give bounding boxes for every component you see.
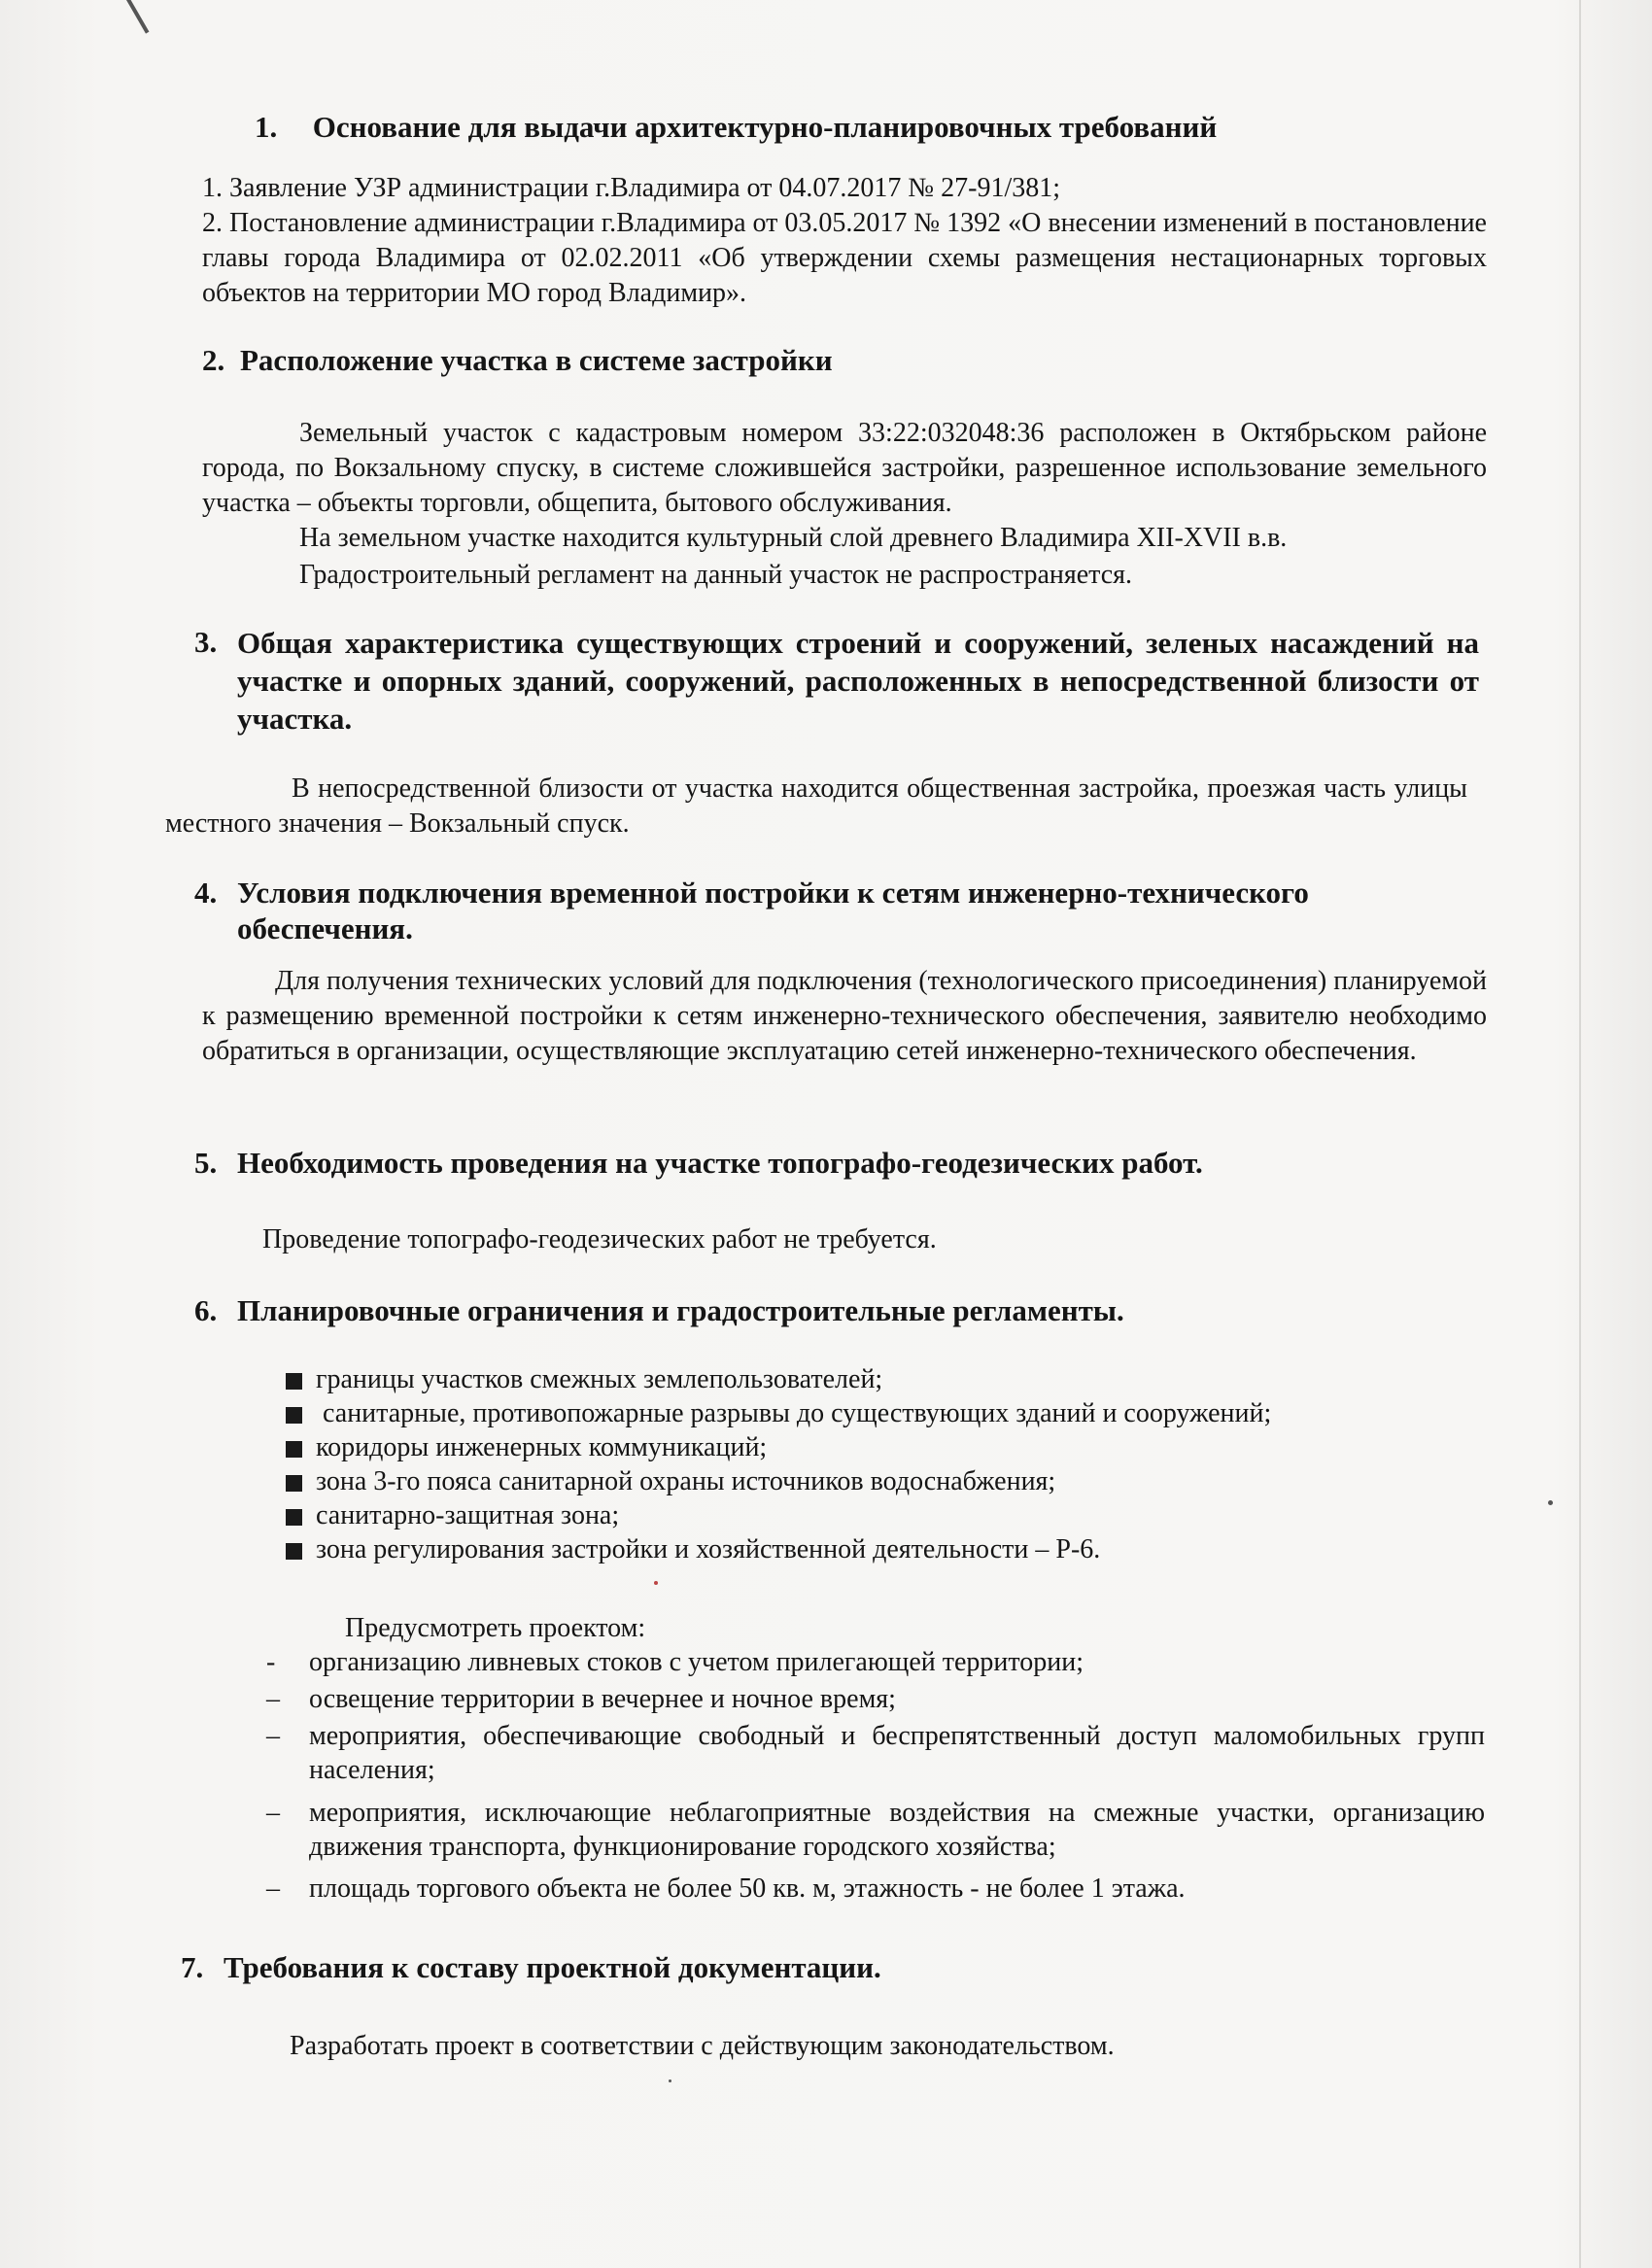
section-6-dash-item: площадь торгового объекта не более 50 кв. м, этажность - не более 1 этажа. xyxy=(309,1873,1186,1904)
section-1-item-2: 2. Постановление администрации г.Владимира от 03.05.2017 № 1392 «О внесении изменений в постановление главы города Владимира от 02.02.2011 «Об утверждении схемы размещения нестационарных торговых объектов на территории МО город Владимир». xyxy=(202,208,1487,308)
section-3-title: Общая характеристика существующих строений и сооружений, зеленых насаждений на участке и опорных зданий, сооружений, расположенных в непосредственной близости от участка. xyxy=(237,626,1479,736)
section-1-item-1: 1. Заявление УЗР администрации г.Владимира от 04.07.2017 № 27-91/381; xyxy=(202,173,1060,203)
dash-marker: – xyxy=(266,1721,280,1751)
section-1-title: Основание для выдачи архитектурно-планировочных требований xyxy=(312,110,1218,144)
section-6-dash-item: мероприятия, обеспечивающие свободный и беспрепятственный доступ маломобильных групп населения; xyxy=(309,1721,1485,1785)
section-6-bullet-item: санитарно-защитная зона; xyxy=(316,1500,620,1530)
section-6-heading xyxy=(194,1292,1479,1328)
dash-marker: – xyxy=(266,1873,280,1904)
section-6-number: 6. xyxy=(194,1293,218,1327)
section-6-bullet-item: зона 3-го пояса санитарной охраны источников водоснабжения; xyxy=(316,1466,1056,1496)
section-4-heading xyxy=(194,875,1479,946)
section-6-title: Планировочные ограничения и градостроительные регламенты. xyxy=(237,1293,1124,1327)
scan-speck xyxy=(1548,1500,1553,1505)
section-7-number: 7. xyxy=(181,1950,204,1984)
dash-marker: – xyxy=(266,1798,280,1828)
square-bullet-icon xyxy=(286,1441,302,1458)
section-7-paragraph-1: Разработать проект в соответствии с действующим законодательством. xyxy=(290,2031,1115,2061)
section-4-paragraph-1: Для получения технических условий для подключения (технологического присоединения) планируемой к размещению временной постройки к сетям инженерно-технического обеспечения, заявителю необходимо обратиться в организации, осуществляющие эксплуатацию сетей инженерно-технического обеспечения. xyxy=(202,966,1487,1066)
square-bullet-icon xyxy=(286,1475,302,1492)
section-5-title: Необходимость проведения на участке топографо-геодезических работ. xyxy=(237,1146,1203,1180)
section-2-number: 2. xyxy=(202,343,225,377)
section-6-dash-item: организацию ливневых стоков с учетом прилегающей территории; xyxy=(309,1647,1084,1677)
section-6-bullet-item: границы участков смежных землепользователей; xyxy=(316,1364,883,1394)
section-2-paragraph-1: Земельный участок с кадастровым номером 33:22:032048:36 расположен в Октябрьском районе города, по Вокзальному спуску, в системе сложившейся застройки, разрешенное использование земельного участка – объекты торговли, общепита, бытового обслуживания. xyxy=(202,418,1487,518)
section-3-heading xyxy=(194,624,1479,738)
square-bullet-icon xyxy=(286,1543,302,1560)
section-6-provide-label: Предусмотреть проектом: xyxy=(345,1613,646,1643)
corner-mark xyxy=(126,0,149,34)
section-1-heading xyxy=(255,109,1421,145)
section-2-heading xyxy=(202,342,1465,378)
section-2-title: Расположение участка в системе застройки xyxy=(240,343,833,377)
section-5-paragraph-1: Проведение топографо-геодезических работ не требуется. xyxy=(262,1224,937,1254)
square-bullet-icon xyxy=(286,1373,302,1390)
square-bullet-icon xyxy=(286,1509,302,1526)
section-6-dash-item: освещение территории в вечернее и ночное время; xyxy=(309,1684,896,1714)
section-5-heading xyxy=(194,1145,1479,1181)
section-6-bullet-item: санитарные, противопожарные разрывы до существующих зданий и сооружений; xyxy=(316,1398,1272,1428)
section-4-number: 4. xyxy=(194,876,218,910)
section-5-number: 5. xyxy=(194,1146,218,1180)
section-7-heading xyxy=(181,1949,1465,1985)
section-3-number: 3. xyxy=(194,625,218,659)
section-6-bullet-item: зона регулирования застройки и хозяйственной деятельности – Р-6. xyxy=(316,1534,1101,1564)
section-1-number: 1. xyxy=(255,110,278,144)
section-7-title: Требования к составу проектной документации. xyxy=(224,1950,881,1984)
section-6-dash-item: мероприятия, исключающие неблагоприятные воздействия на смежные участки, организацию движения транспорта, функционирование городского хозяйства; xyxy=(309,1798,1485,1862)
dash-marker: - xyxy=(266,1647,276,1677)
dash-marker: – xyxy=(266,1684,280,1714)
section-6-bullet-item: коридоры инженерных коммуникаций; xyxy=(316,1432,768,1462)
scan-speck xyxy=(669,2079,671,2082)
section-2-paragraph-2: На земельном участке находится культурный слой древнего Владимира XII-XVII в.в. xyxy=(299,523,1288,553)
section-3-paragraph-1: В непосредственной близости от участка находится общественная застройка, проезжая часть улицы местного значения – Вокзальный спуск. xyxy=(165,773,1467,839)
square-bullet-icon xyxy=(286,1407,302,1424)
page-fold-line xyxy=(1579,0,1581,2268)
scan-speck xyxy=(654,1581,658,1585)
section-4-title: Условия подключения временной постройки к сетям инженерно-технического обеспечения. xyxy=(237,876,1309,945)
section-2-paragraph-3: Градостроительный регламент на данный участок не распространяется. xyxy=(299,560,1133,590)
